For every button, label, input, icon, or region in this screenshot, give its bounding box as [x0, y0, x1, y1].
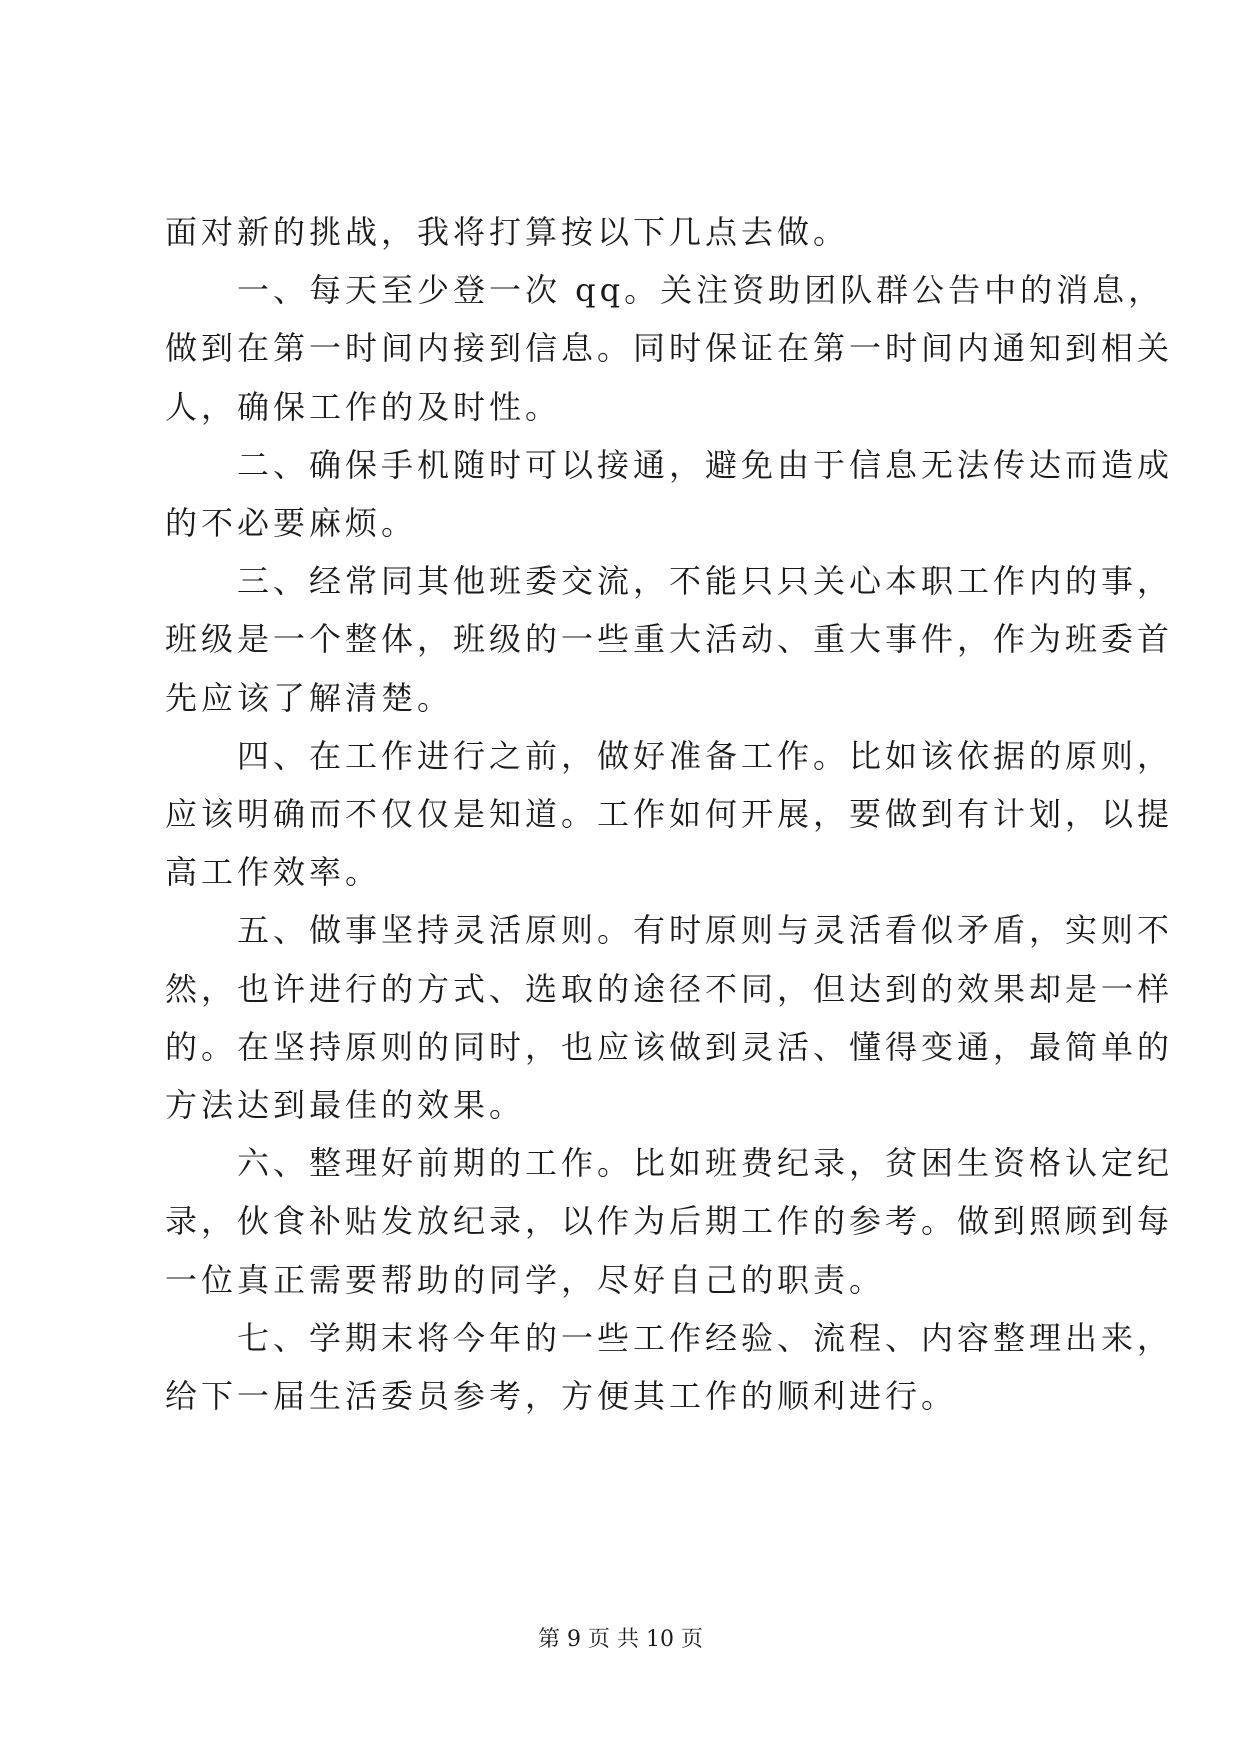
text-line: 三、经常同其他班委交流，不能只只关心本职工作内的事，	[165, 562, 1174, 600]
text-line: 面对新的挑战，我将打算按以下几点去做。	[165, 213, 850, 251]
text-line: 六、整理好前期的工作。比如班费纪录，贫困生资格认定纪	[165, 1144, 1174, 1182]
text-line: 一、每天至少登一次 qq。关注资助团队群公告中的消息，	[165, 271, 1165, 309]
text-line: 七、学期末将今年的一些工作经验、流程、内容整理出来，	[165, 1319, 1174, 1357]
text-line: 四、在工作进行之前，做好准备工作。比如该依据的原则，	[165, 737, 1174, 775]
text-line: 高工作效率。	[165, 853, 382, 891]
text-line: 五、做事坚持灵活原则。有时原则与灵活看似矛盾，实则不	[165, 911, 1174, 949]
text-line: 给下一届生活委员参考，方便其工作的顺利进行。	[165, 1377, 958, 1415]
text-line: 的。在坚持原则的同时，也应该做到灵活、懂得变通，最简单的	[165, 1028, 1174, 1066]
page-number-footer: 第 9 页 共 10 页	[538, 1627, 703, 1652]
text-line: 二、确保手机随时可以接通，避免由于信息无法传达而造成	[165, 446, 1174, 484]
text-line: 的不必要麻烦。	[165, 504, 418, 542]
text-line: 先应该了解清楚。	[165, 679, 454, 717]
text-line: 人，确保工作的及时性。	[165, 388, 562, 426]
text-line: 一位真正需要帮助的同学，尽好自己的职责。	[165, 1261, 886, 1299]
text-line: 应该明确而不仅仅是知道。工作如何开展，要做到有计划，以提	[165, 795, 1174, 833]
text-line: 方法达到最佳的效果。	[165, 1086, 526, 1124]
text-line: 录，伙食补贴发放纪录，以作为后期工作的参考。做到照顾到每	[165, 1202, 1174, 1240]
text-line: 然，也许进行的方式、选取的途径不同，但达到的效果却是一样	[165, 970, 1174, 1008]
text-line: 班级是一个整体，班级的一些重大活动、重大事件，作为班委首	[165, 620, 1174, 658]
text-line: 做到在第一时间内接到信息。同时保证在第一时间内通知到相关	[165, 329, 1174, 367]
